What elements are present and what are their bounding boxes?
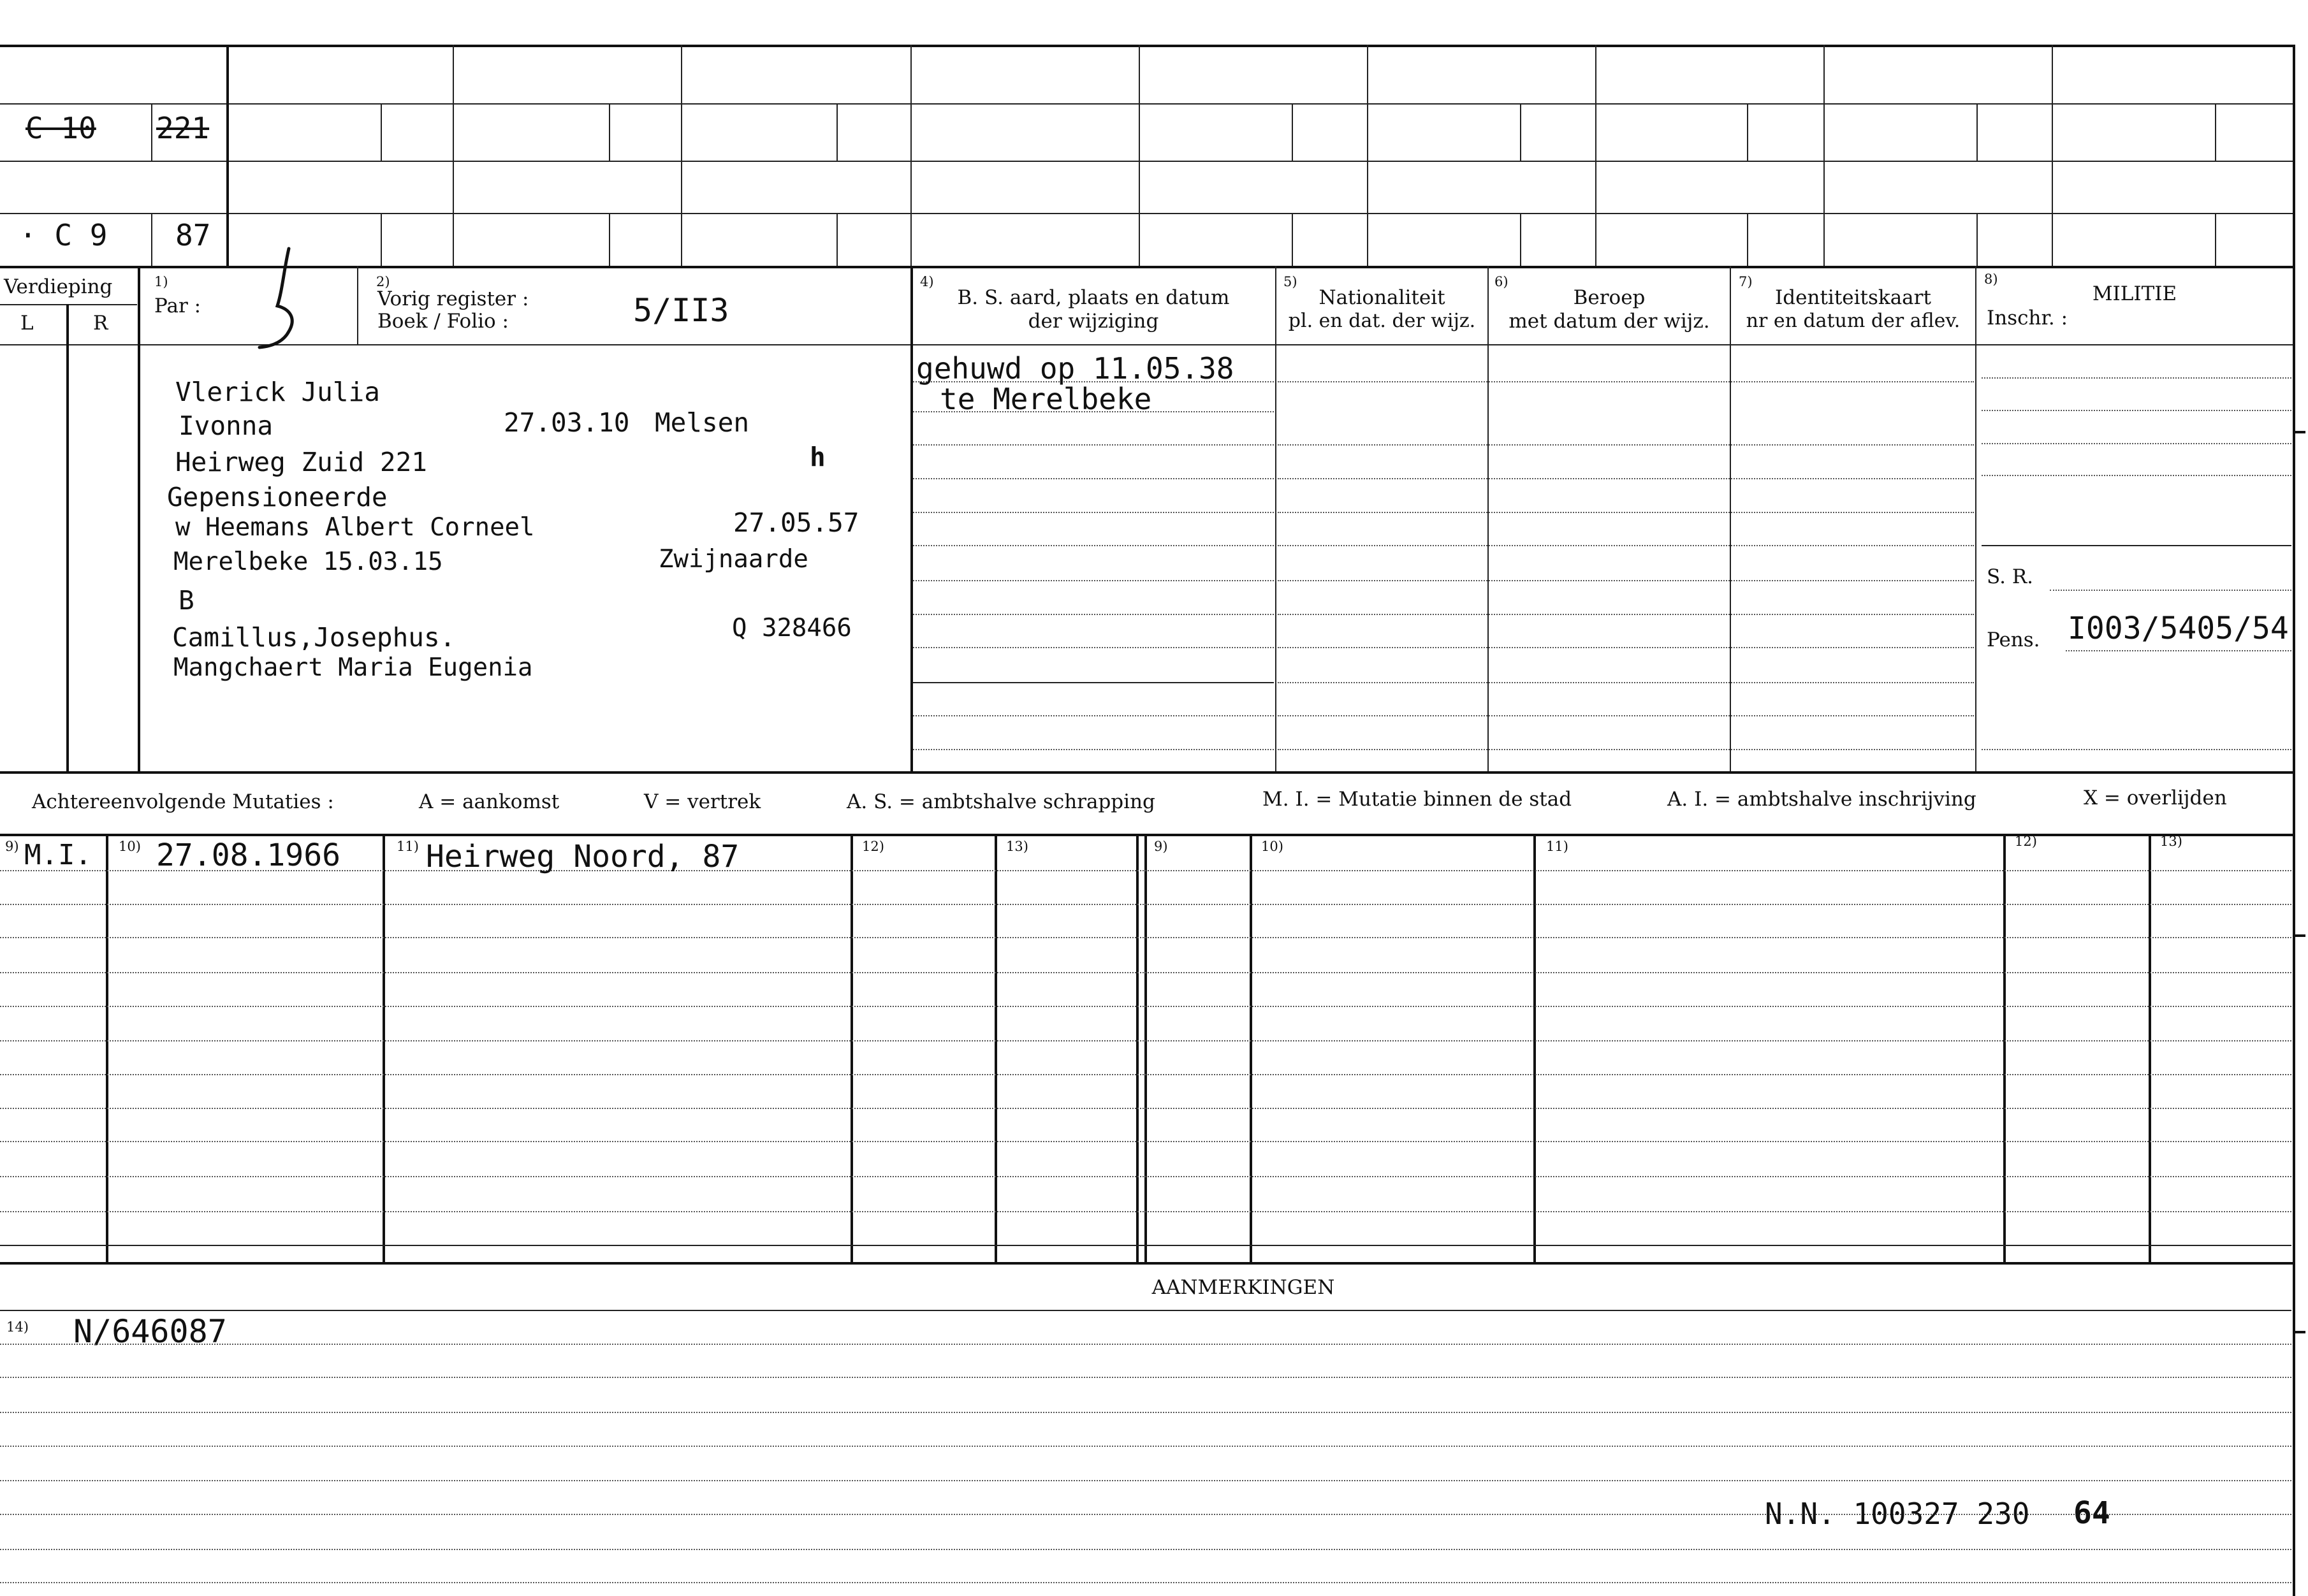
- col-line: [1278, 545, 1974, 546]
- col-line: [1278, 614, 1974, 615]
- mut-footnote-11: 11): [397, 839, 419, 854]
- mut-col: [995, 834, 997, 1262]
- bs-line: [913, 580, 1274, 581]
- mut-footnote-9b: 9): [1154, 839, 1168, 854]
- top-grid-split: [151, 213, 152, 266]
- top-grid-split: [1747, 103, 1748, 161]
- top-border: [0, 45, 2295, 47]
- legend-x: X = overlijden: [2084, 787, 2227, 809]
- inschr-label: Inschr. :: [1987, 307, 2068, 330]
- col-line: [1278, 715, 1974, 716]
- mut-row-line: [0, 1006, 2291, 1007]
- mutations-bottom: [0, 1262, 2295, 1265]
- civil-status-line1: gehuwd op 11.05.38: [916, 351, 1234, 386]
- col-line: [1278, 647, 1974, 648]
- legend-title: Achtereenvolgende Mutaties :: [32, 790, 334, 813]
- person-profession: Gepensioneerde: [167, 482, 388, 512]
- top-grid-line: [0, 103, 2293, 105]
- nat-header-line1: Nationaliteit: [1318, 286, 1445, 309]
- top-grid-col: [1139, 45, 1140, 266]
- person-father: Camillus,Josephus.: [172, 622, 456, 653]
- mut-row-line: [0, 870, 2291, 871]
- person-birth-place: Melsen: [655, 407, 750, 438]
- mut-col: [1136, 834, 1139, 1262]
- mut-col: [383, 834, 385, 1262]
- col-bs-right: [1275, 266, 1276, 773]
- mut-row-line: [0, 1108, 2291, 1109]
- top-grid-split: [2215, 213, 2216, 266]
- top-grid-split: [836, 213, 838, 266]
- mut-col: [2003, 834, 2006, 1262]
- person-id-number: Q 328466: [732, 614, 852, 642]
- top-grid-split: [836, 103, 838, 161]
- militie-header: MILITIE: [2092, 282, 2177, 305]
- mut-row1-address: Heirweg Noord, 87: [426, 839, 740, 874]
- col-line: [1278, 580, 1974, 581]
- top-grid-col: [1595, 45, 1596, 266]
- remarks-line: [0, 1446, 2291, 1447]
- bs-line: [913, 682, 1274, 683]
- margin-tick: [2293, 1331, 2305, 1333]
- remarks-footnote-14: 14): [6, 1319, 29, 1335]
- person-spouse-birth: Merelbeke 15.03.15: [173, 548, 443, 576]
- person-first-name: Ivonna: [179, 410, 274, 441]
- top-grid-col: [1823, 45, 1825, 266]
- mut-footnote-10: 10): [119, 839, 141, 854]
- col-verdieping-split: [66, 304, 69, 773]
- mut-row-line: [0, 1245, 2291, 1246]
- l-label: L: [20, 312, 34, 335]
- par-label: Par :: [154, 294, 201, 317]
- top-grid-split: [1747, 213, 1748, 266]
- top-grid-split: [1976, 103, 1978, 161]
- col-line: [1278, 512, 1974, 513]
- top-grid-split: [381, 103, 382, 161]
- col-par-right: [357, 266, 358, 344]
- militie-line: [1982, 410, 2291, 411]
- boek-folio-label: Boek / Folio :: [377, 310, 509, 333]
- mut-col: [1250, 834, 1252, 1262]
- col-line: [1278, 444, 1974, 446]
- bs-line: [913, 647, 1274, 648]
- col-nat-right: [1487, 266, 1489, 773]
- militie-line: [1982, 545, 2291, 546]
- col-beroep-right: [1730, 266, 1731, 773]
- col-line: [1278, 682, 1974, 683]
- top-grid-split: [1520, 213, 1521, 266]
- bs-line: [913, 512, 1274, 513]
- person-spouse-place: Zwijnaarde: [659, 545, 808, 574]
- remarks-title: AANMERKINGEN: [1151, 1276, 1335, 1299]
- sr-label: S. R.: [1987, 565, 2034, 588]
- mut-footnote-11b: 11): [1546, 839, 1568, 854]
- mut-col: [2149, 834, 2151, 1262]
- top-grid-split: [1292, 213, 1293, 266]
- remarks-line: [0, 1582, 2291, 1583]
- col-verdieping-right: [138, 266, 140, 773]
- person-birth-date: 27.03.10: [504, 407, 630, 438]
- civil-status-line2: te Merelbeke: [940, 382, 1152, 416]
- mut-row1-date: 27.08.1966: [156, 838, 340, 873]
- remarks-line: [0, 1412, 2291, 1413]
- top-grid-split: [1976, 213, 1978, 266]
- remarks-line: [0, 1344, 2291, 1345]
- top-grid-split: [609, 103, 610, 161]
- person-name: Vlerick Julia: [175, 377, 380, 407]
- bs-line: [913, 478, 1274, 479]
- code-c10: C 10: [26, 111, 96, 145]
- mut-footnote-10b: 10): [1261, 839, 1283, 854]
- top-grid-col: [1367, 45, 1368, 266]
- col-register-right: [910, 266, 913, 773]
- mut-col: [851, 834, 853, 1262]
- mut-row-line: [0, 972, 2291, 973]
- remarks-value: N/646087: [73, 1313, 227, 1350]
- militie-line: [2050, 590, 2291, 591]
- legend-as: A. S. = ambtshalve schrapping: [847, 790, 1155, 813]
- militie-line: [1982, 749, 2291, 750]
- mut-row-line: [0, 937, 2291, 938]
- top-grid-line: [0, 161, 2293, 162]
- national-number-suffix: 64: [2073, 1495, 2110, 1531]
- top-grid-col: [910, 45, 912, 266]
- footnote-2: 2): [376, 274, 390, 289]
- top-grid-split: [381, 213, 382, 266]
- footnote-8: 8): [1984, 272, 1998, 287]
- ber-header-line2: met datum der wijz.: [1508, 310, 1710, 333]
- militie-line: [1982, 377, 2291, 379]
- militie-line: [1982, 443, 2291, 444]
- person-widow-of: w Heemans Albert Corneel: [175, 513, 535, 542]
- top-grid-split: [1520, 103, 1521, 161]
- top-grid-split: [1292, 103, 1293, 161]
- col-line: [1278, 381, 1974, 382]
- mut-footnote-9: 9): [5, 839, 19, 854]
- bs-line: [913, 749, 1274, 750]
- mut-footnote-13: 13): [1006, 839, 1028, 854]
- mut-row1-type: M.I.: [24, 839, 92, 871]
- pens-label: Pens.: [1987, 628, 2040, 651]
- mut-footnote-13b: 13): [2160, 834, 2182, 849]
- mutations-top: [0, 834, 2295, 836]
- remarks-line: [0, 1377, 2291, 1378]
- person-mother: Mangchaert Maria Eugenia: [173, 653, 533, 682]
- bs-header-line1: B. S. aard, plaats en datum: [957, 286, 1230, 309]
- militie-line: [2066, 650, 2291, 651]
- remarks-title-line: [0, 1310, 2291, 1311]
- footnote-4: 4): [920, 274, 934, 289]
- nat-header-line2: pl. en dat. der wijz.: [1288, 310, 1476, 332]
- par-signature: [252, 245, 309, 351]
- national-number: N.N. 100327 230: [1765, 1497, 2030, 1531]
- mut-row-line: [0, 1040, 2291, 1041]
- bs-line: [913, 715, 1274, 716]
- mut-row-line: [0, 904, 2291, 905]
- top-grid-line: [0, 213, 2293, 214]
- top-grid-col: [2052, 45, 2053, 266]
- mut-row-line: [0, 1211, 2291, 1212]
- vorig-register-label: Vorig register :: [377, 287, 529, 310]
- mut-footnote-12: 12): [862, 839, 884, 854]
- mut-row-line: [0, 1176, 2291, 1177]
- person-address: Heirweg Zuid 221: [175, 447, 427, 477]
- mut-col: [1533, 834, 1536, 1262]
- mut-col: [106, 834, 108, 1262]
- header-bottom: [0, 344, 2293, 345]
- militie-line: [1982, 475, 2291, 476]
- col-line: [1278, 749, 1974, 750]
- col-id-right: [1975, 266, 1976, 773]
- bs-line: [913, 444, 1274, 446]
- mut-row-line: [0, 1141, 2291, 1142]
- code-87: 87: [175, 218, 211, 252]
- col-line: [1278, 478, 1974, 479]
- code-221: 221: [156, 111, 210, 145]
- top-grid-split: [609, 213, 610, 266]
- footnote-1: 1): [154, 274, 168, 289]
- legend-v: V = vertrek: [644, 790, 761, 813]
- legend-a: A = aankomst: [419, 790, 560, 813]
- r-label: R: [93, 312, 108, 335]
- person-mark: h: [810, 442, 826, 472]
- top-grid-split: [2215, 103, 2216, 161]
- top-grid-col: [226, 45, 229, 266]
- top-grid-bottom: [0, 266, 2295, 268]
- top-grid-col: [681, 45, 682, 266]
- remarks-line: [0, 1549, 2291, 1550]
- remarks-line: [0, 1480, 2291, 1481]
- id-header-line2: nr en datum der aflev.: [1746, 310, 1961, 332]
- top-grid-split: [151, 103, 152, 161]
- person-nationality: B: [179, 585, 194, 616]
- footnote-7: 7): [1739, 274, 1753, 289]
- footnote-5: 5): [1283, 274, 1297, 289]
- id-header-line1: Identiteitskaart: [1775, 286, 1931, 309]
- right-border: [2293, 45, 2295, 1596]
- mut-row-line: [0, 1074, 2291, 1075]
- footnote-6: 6): [1494, 274, 1508, 289]
- boek-folio-value: 5/II3: [633, 292, 729, 329]
- top-grid-col: [453, 45, 454, 266]
- margin-tick: [2293, 934, 2305, 937]
- pens-value: I003/5405/54: [2068, 611, 2289, 646]
- mut-footnote-12b: 12): [2015, 834, 2037, 849]
- bs-line: [913, 614, 1274, 615]
- person-block-bottom: [0, 771, 2295, 774]
- code-c9: · C 9: [19, 218, 108, 252]
- person-widow-date: 27.05.57: [733, 507, 859, 538]
- bs-line: [913, 545, 1274, 546]
- legend-mi: M. I. = Mutatie binnen de stad: [1262, 788, 1572, 811]
- mut-col: [1144, 834, 1147, 1262]
- verdieping-label: Verdieping: [4, 275, 113, 298]
- margin-tick: [2293, 431, 2305, 433]
- ber-header-line1: Beroep: [1573, 286, 1646, 309]
- bs-header-line2: der wijziging: [1028, 310, 1159, 333]
- legend-ai: A. I. = ambtshalve inschrijving: [1667, 788, 1976, 811]
